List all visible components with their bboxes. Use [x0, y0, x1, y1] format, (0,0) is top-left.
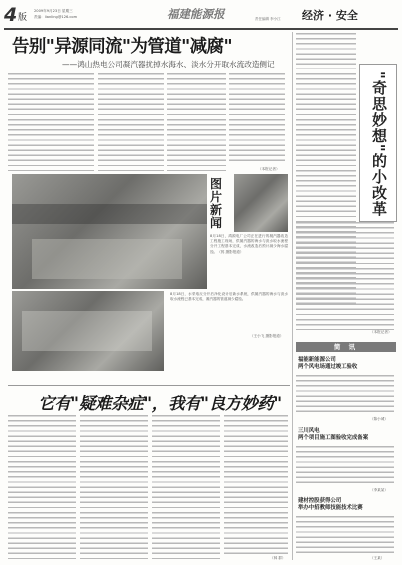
- photo-caption-1: 8月18日，鸿源电厂公司正在进行的凝汽器改造工程施工现场，供凝汽器的海水与淡水取水流程分开工程基本完成，水流改造后预计减少海水腐蚀。（郭 摄影报道）: [210, 234, 288, 254]
- commentary-title-box: [359, 64, 397, 222]
- second-body-col-3: [152, 415, 220, 561]
- brief-title-2: 三川风电 两个项目施工图验收完成备案: [298, 428, 369, 441]
- column-divider: [292, 32, 293, 560]
- lead-photo-main: [12, 174, 207, 289]
- second-story-rule: [8, 385, 290, 386]
- photo-caption-1-credit: （郭 摄影报道）: [217, 249, 244, 254]
- photo-news-char-4: 闻: [210, 216, 223, 230]
- brief-byline-2: （李某某）: [370, 488, 388, 492]
- page-label: 版: [18, 13, 28, 23]
- brief-body-3: [296, 516, 394, 556]
- second-body-col-4: [224, 415, 288, 555]
- lead-body-col-2: [98, 73, 164, 171]
- paper-title: 福建能源报: [167, 7, 225, 21]
- lead-body-col-1: [8, 73, 94, 171]
- brief-title-3: 建材控股获得公司 举办中招教师技能技术比赛: [298, 498, 363, 511]
- second-body-col-1: [8, 415, 76, 561]
- masthead: [4, 4, 398, 26]
- section-title: 经济 · 安全: [302, 9, 358, 22]
- masthead-rule: [4, 28, 398, 30]
- brief-body-1: [296, 375, 394, 415]
- page-number: 4: [4, 4, 18, 26]
- right-meta: 责任编辑 李小江: [255, 17, 281, 21]
- lead-body-col-4: [229, 73, 285, 165]
- brief-section-header: 简 讯: [296, 342, 396, 352]
- brief-byline-1: （陈小城）: [370, 417, 388, 421]
- commentary-text-top: [296, 33, 356, 69]
- lead-body-col-3: [167, 73, 226, 171]
- photo-caption-2: 8月18日，水采取反分开后净化设计后新水系统，供凝汽器的海水与淡水取水流程已基本完成，凝汽器的管道减少腐蚀。: [170, 292, 288, 302]
- brief-title-1: 福能新能源公司 两个风电场通过竣工验收: [298, 357, 358, 370]
- photo-news-char-2: 片: [210, 190, 223, 204]
- second-headline: 它有"疑难杂症"，我有"良方妙药": [38, 394, 282, 413]
- second-photo: [12, 291, 164, 371]
- brief-byline-3: （王某）: [370, 556, 385, 560]
- photo-news-label: [210, 178, 228, 230]
- photo-caption-2-credit: （王小飞 摄影报道）: [250, 334, 284, 338]
- lead-photo-small: [234, 174, 288, 232]
- commentary-text-col-2: [296, 222, 394, 330]
- lead-headline: 告别"异源同流"为管道"减腐": [12, 37, 232, 57]
- second-body-col-2: [80, 415, 148, 561]
- lead-subhead: ——鸿山热电公司凝汽器扰掉水海水、淡水分开取水流改造侧记: [62, 60, 275, 69]
- date-line: 2009年9月23日 星期三: [34, 9, 73, 13]
- commentary-title: "奇思妙想"的小改革: [370, 71, 388, 217]
- photo-news-char-1: 图: [210, 177, 223, 191]
- editor-line: 责编：lianling@126.com: [34, 15, 78, 19]
- second-byline: （林 群）: [270, 556, 286, 560]
- lead-byline: （本报记者）: [258, 167, 280, 171]
- commentary-byline: （本报记者）: [370, 330, 392, 334]
- photo-news-char-3: 新: [210, 203, 223, 217]
- brief-body-2: [296, 446, 394, 486]
